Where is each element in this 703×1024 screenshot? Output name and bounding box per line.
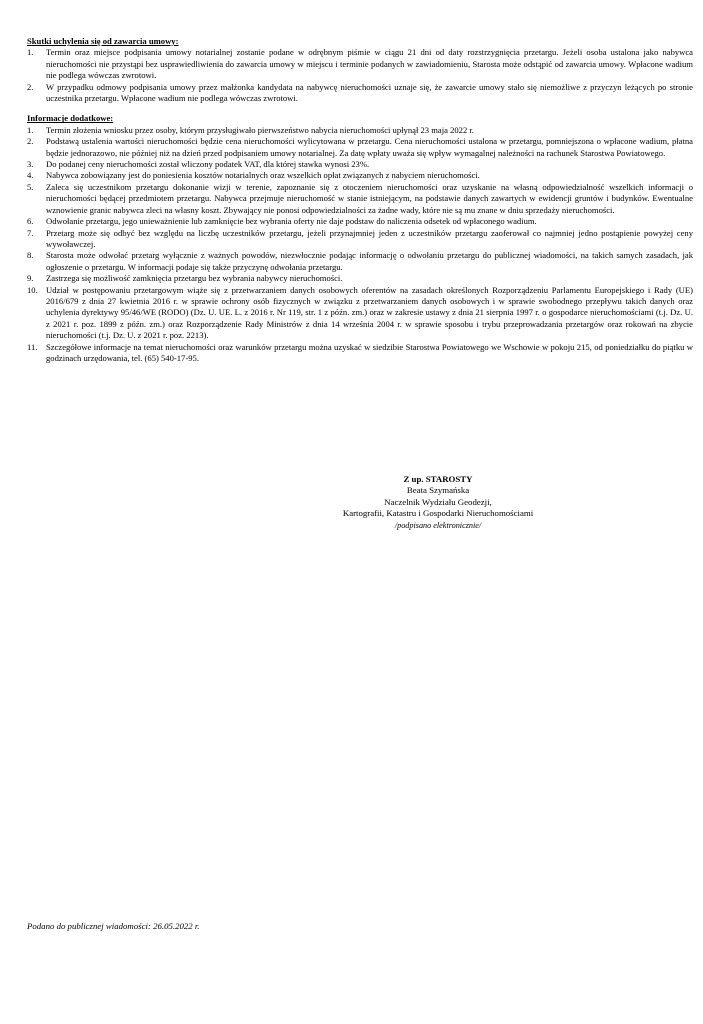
publication-date-note: Podano do publicznej wiadomości: 26.05.2022 r.: [27, 921, 200, 931]
item-text: Termin złożenia wniosku przez osoby, którym przysługiwało pierwszeństwo nabycia nieruchomości upłynął 23 maja 2022 r.: [46, 124, 474, 135]
item-text: Zastrzega się możliwość zamknięcia przetargu bez wybrania nabywcy nieruchomości.: [46, 273, 343, 284]
item-number: 7.: [27, 227, 34, 238]
list-item: [27, 182, 693, 216]
signature-position: Naczelnik Wydziału Geodezji,: [384, 496, 492, 507]
list-item: [27, 273, 693, 284]
item-text: Odwołanie przetargu, jego unieważnienie lub zamknięcie bez wybrania oferty nie daje podstaw do naliczenia odsetek od wpłaconego wadium.: [46, 216, 537, 227]
item-number: 8.: [27, 250, 34, 261]
item-text: Zaleca się uczestnikom przetargu dokonanie wizji w terenie, zapoznanie się z otoczeniem nieruchomości oraz uzyskanie na własną odpowiedzialność wszelkich informacji o nieruchomości będącej przedmiotem przetargu. Nabywca przejmuje nieruchomość w stanie istniejącym, na podstawie danych zawartych w ewidencji gruntów i budynków. Ewentualne wznowienie granic nabywca zleci na własny koszt. Zbywający nie ponosi odpowiedzialności za żadne wady, które nie są mu znane w dniu sprzedaży nieruchomości.: [46, 181, 693, 215]
item-text: Starosta może odwołać przetarg wyłącznie z ważnych powodów, niezwłocznie podając informację o odwołaniu przetargu do publicznej wiadomości, na takich samych zasadach, jak ogłoszenie o przetargu. W informacji podaje się także przyczynę odwołania przetargu.: [46, 250, 693, 272]
list-item: [27, 125, 693, 136]
item-number: 5.: [27, 181, 34, 192]
signature-department: Kartografii, Katastru i Gospodarki Nieruchomościami: [342, 508, 534, 519]
additional-info-list: [27, 125, 693, 365]
item-number: 3.: [27, 159, 34, 170]
list-item: [27, 159, 693, 170]
section-heading-additional-info: Informacje dodatkowe:: [27, 113, 114, 124]
item-number: 4.: [27, 170, 34, 181]
item-text: Przetarg może się odbyć bez względu na liczbę uczestników przetargu, jeżeli przynajmniej jeden z uczestników przetargu zaoferował co najmniej jedno postąpienie powyżej ceny wywoławczej.: [46, 227, 693, 249]
item-number: 10.: [27, 284, 38, 295]
section-heading-consequences: Skutki uchylenia się od zawarcia umowy:: [27, 36, 179, 46]
list-item: [27, 342, 693, 365]
list-item: [27, 285, 693, 342]
signature-block: [327, 474, 549, 531]
list-item: [27, 47, 693, 81]
item-number: 1.: [27, 47, 34, 58]
item-number: 2.: [27, 81, 34, 92]
signature-electronic-note: /podpisano elektronicznie/: [394, 520, 482, 530]
item-text: Podstawą ustalenia wartości nieruchomości będzie cena nieruchomości wylicytowana w przetargu. Cena nieruchomości ustalona w przetargu, pomniejszona o wpłacone wadium, płatna będzie jednorazowo, nie później niż na dzień przed podpisaniem umowy notarialnej. Za datę wpłaty uważa się wpływ wymagalnej należności na rachunek Starostwa Powiatowego.: [46, 136, 693, 158]
list-item: [27, 216, 693, 227]
item-text: Nabywca zobowiązany jest do poniesienia kosztów notarialnych oraz wszelkich opłat związanych z nabyciem nieruchomości.: [46, 170, 480, 181]
item-number: 6.: [27, 216, 34, 227]
item-text: Do podanej ceny nieruchomości został wliczony podatek VAT, dla której stawka wynosi 23%.: [46, 159, 370, 170]
item-text: Termin oraz miejsce podpisania umowy notarialnej zostanie podane w odrębnym piśmie w ciągu 21 dni od daty rozstrzygnięcia przetargu. Jeżeli osoba ustalona jako nabywca nieruchomości nie przystąpi bez usprawiedliwienia do zawarcia umowy w miejscu i terminie podanych w zawiadomieniu, Starosta może odstąpić od zawarcia umowy. Wpłacone wadium nie podlega wówczas zwrotowi.: [46, 47, 693, 81]
item-number: 1.: [27, 124, 34, 135]
list-item: [27, 228, 693, 251]
item-text: Szczegółowe informacje na temat nieruchomości oraz warunków przetargu można uzyskać w siedzibie Starostwa Powiatowego we Wschowie w pokoju 215, od poniedziałku do piątku w godzinach urzędowania, tel. (65) 540-17-95.: [46, 341, 693, 363]
signature-name: Beata Szymańska: [406, 485, 470, 496]
document-body: [27, 36, 693, 373]
item-number: 9.: [27, 273, 34, 284]
item-number: 11.: [27, 341, 38, 352]
list-item: [27, 170, 693, 181]
item-text: Udział w postępowaniu przetargowym wiąże się z przetwarzaniem danych osobowych oferentów na zasadach określonych Rozporządzeniu Parlamentu Europejskiego i Rady (UE) 2016/679 z dnia 27 kwietnia 2016 r. w sprawie ochrony osób fizycznych w związku z przetwarzaniem danych osobowych i w sprawie swobodnego przepływu takich danych oraz uchylenia dyrektywy 95/46/WE (RODO) (Dz. U. UE. L. z 2016 r. Nr 119, str. 1 z późn. zm.) oraz w zakresie ustawy z dnia 21 sierpnia 1997 r. o gospodarce nieruchomościami (t.j. Dz. U. z 2021 r. poz. 1899 z późn. zm.) oraz Rozporządzenie Rady Ministrów z dnia 14 września 2004 r. w sprawie sposobu i trybu przeprowadzania przetargów oraz rokowań na zbycie nieruchomości (t.j. Dz. U. z 2021 r. poz. 2213).: [46, 284, 693, 341]
signature-authority: Z up. STAROSTY: [403, 474, 473, 484]
item-text: W przypadku odmowy podpisania umowy przez małżonka kandydata na nabywcę nieruchomości uznaje się, że zawarcie umowy stało się niemożliwe z przyczyn leżących po stronie uczestnika przetargu. Wpłacone wadium nie podlega wówczas zwrotowi.: [46, 81, 693, 104]
list-item: [27, 82, 693, 105]
list-item: [27, 250, 693, 273]
item-number: 2.: [27, 136, 34, 147]
consequences-list: [27, 47, 693, 104]
list-item: [27, 136, 693, 159]
